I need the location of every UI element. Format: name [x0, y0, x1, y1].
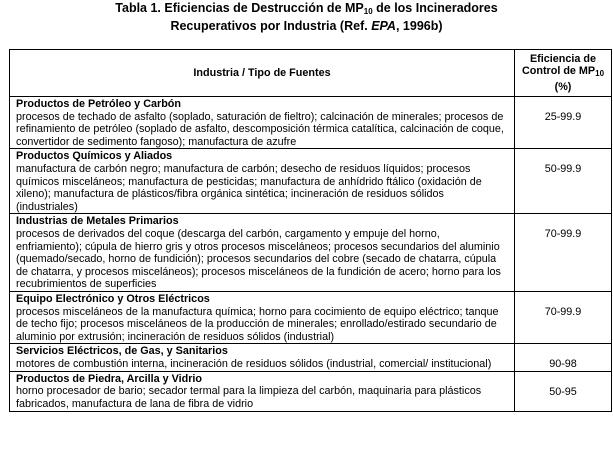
efficiency-value: 90-98 — [515, 344, 612, 372]
title-line-2: Recuperativos por Industria (Ref. EPA, 1996b) — [170, 19, 443, 33]
efficiency-value: 70-99.9 — [515, 291, 612, 343]
table-row — [10, 291, 612, 343]
industry-desc: manufactura de carbón negro; manufactura de carbón; desecho de residuos líquidos; procesos químicos misceláneos; manufactura de pesticidas; manufactura de anhídrido ftálico (oxidación de xileno); manufactura de plásticos/fibra orgánica sintética; incineración de residuos sólidos (industriales) — [16, 162, 482, 213]
efficiency-value: 50-99.9 — [515, 149, 612, 214]
industry-desc: procesos de techado de asfalto (soplado, saturación de fieltro); calcinación de minerales; procesos de refinamiento de petróleo (soplado de asfalto, descomposición térmica catalítica, calcinación de coque, convertidor de sedimento fangoso); manufactura de azufre — [16, 110, 504, 148]
table-row — [10, 371, 612, 411]
efficiency-value: 70-99.9 — [515, 214, 612, 292]
industry-desc: procesos de derivados del coque (descarga del carbón, cargamento y empuje del horno, enfriamiento); cúpula de hierro gris y otros procesos misceláneos; procesos secundarios del aluminio (quemado/secado, horno de fundición); procesos secundarios del cobre (secado de chatarra, cúpula de chatarra, y procesos misceláneos); procesos misceláneos de la fundición de acero; horno para los recubrimientos de superficies — [16, 227, 501, 291]
efficiency-table — [9, 49, 612, 412]
efficiency-value: 50-95 — [515, 371, 612, 411]
table-row — [10, 149, 612, 214]
industry-cell — [10, 97, 515, 149]
industry-name: Productos de Piedra, Arcilla y Vidrio — [16, 372, 203, 385]
table-row — [10, 344, 612, 372]
header-row — [10, 50, 612, 97]
header-efficiency: Eficiencia de Control de $MP_{10}$ (%) — [515, 50, 612, 97]
industry-cell — [10, 344, 515, 372]
table-row — [10, 97, 612, 149]
industry-name: Servicios Eléctricos, de Gas, y Sanitarios — [16, 345, 228, 358]
industry-cell — [10, 214, 515, 292]
industry-cell — [10, 149, 515, 214]
title-line-1: Tabla 1. Eficiencias de Destrucción de $MP_{10}$ de los Incineradores — [115, 1, 498, 16]
industry-desc: horno procesador de bario; secador termal para la limpieza del carbón, maquinaria para plásticos fabricados, manufactura de lana de fibra de vidrio — [16, 385, 482, 411]
industry-name: Productos de Petróleo y Carbón — [16, 98, 181, 110]
industry-desc: motores de combustión interna, incineración de residuos sólidos (industrial, comercial/ institucional) — [16, 357, 492, 370]
industry-cell — [10, 371, 515, 411]
header-industry: Industria / Tipo de Fuentes — [10, 50, 515, 97]
efficiency-value: 25-99.9 — [515, 97, 612, 149]
industry-name: Productos Químicos y Aliados — [16, 150, 173, 163]
table-row — [10, 214, 612, 292]
industry-name: Equipo Electrónico y Otros Eléctricos — [16, 292, 210, 305]
industry-cell — [10, 291, 515, 343]
industry-name: Industrias de Metales Primarios — [16, 215, 179, 228]
table-title — [0, 1, 613, 34]
industry-desc: procesos misceláneos de la manufactura química; horno para cocimiento de equipo eléctrico; tanque de techo fijo; procesos misceláneos de la producción de minerales; enrollado/estirado secundario de aluminio por extrusión; incineración de residuos sólidos (industrial) — [16, 305, 499, 343]
